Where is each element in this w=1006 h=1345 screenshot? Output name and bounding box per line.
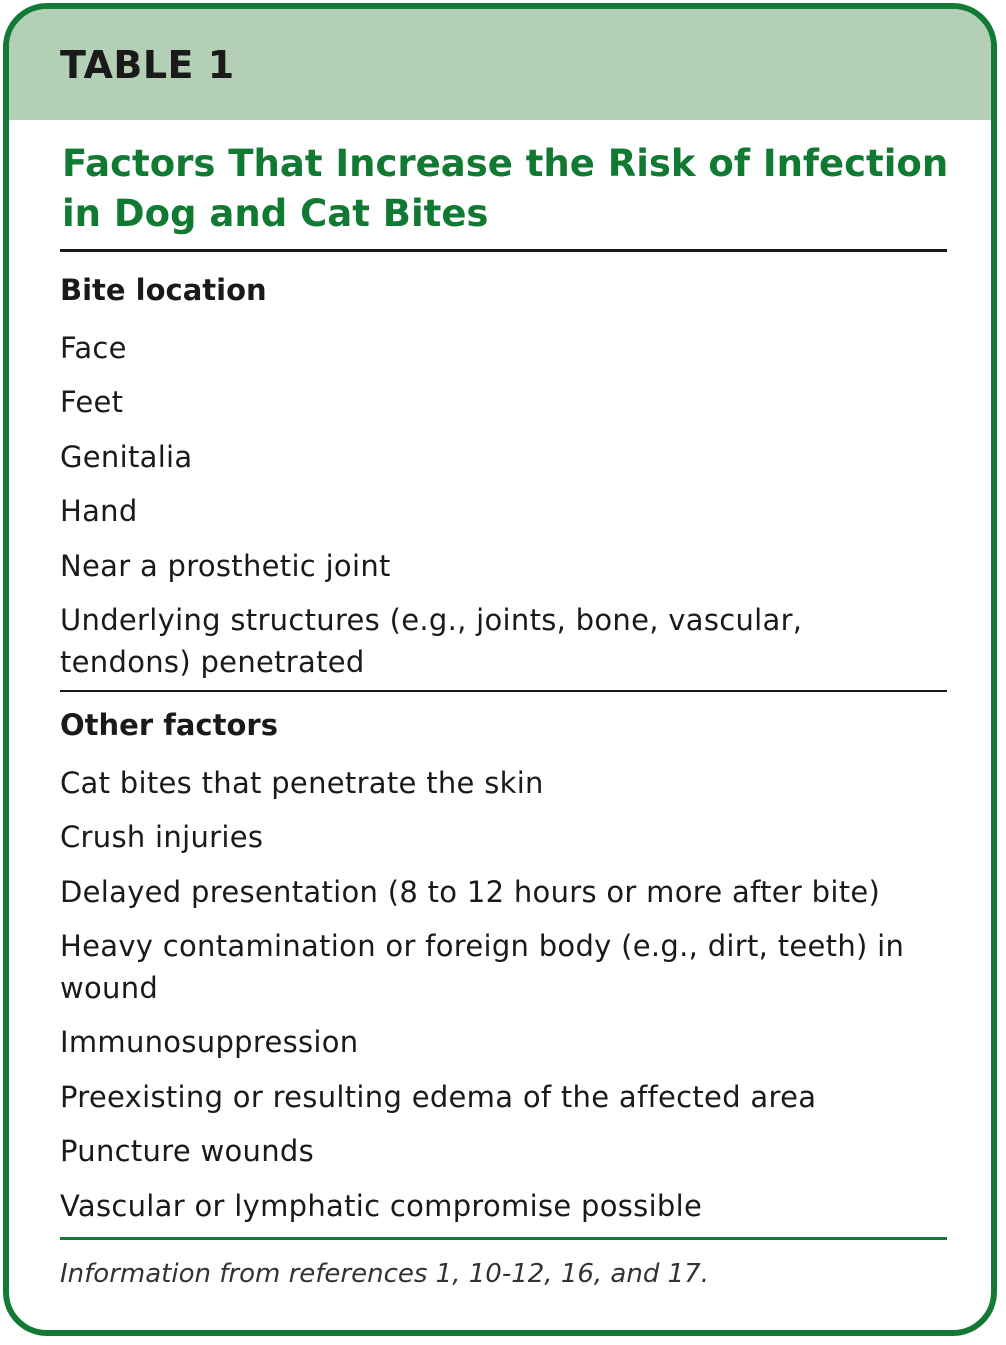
list-item: Crush injuries [60, 820, 264, 854]
list-item: Underlying structures (e.g., joints, bone, vascular, tendons) penetrated [60, 603, 803, 679]
footer-divider [60, 1237, 947, 1240]
list-item: Vascular or lymphatic compromise possible [60, 1189, 703, 1223]
section-heading-other-factors: Other factors [60, 708, 278, 742]
table-frame [3, 3, 997, 1336]
table-title: Factors That Increase the Risk of Infection in Dog and Cat Bites [62, 142, 949, 235]
table-header-band [9, 9, 991, 120]
list-item: Hand [60, 494, 138, 528]
list-item: Face [60, 331, 127, 365]
list-item: Puncture wounds [60, 1134, 315, 1168]
list-item: Genitalia [60, 440, 193, 474]
footnote: Information from references 1, 10-12, 16, and 17. [60, 1259, 709, 1289]
list-item: Delayed presentation (8 to 12 hours or more after bite) [60, 875, 881, 909]
list-item: Feet [60, 385, 124, 419]
list-item: Near a prosthetic joint [60, 549, 391, 583]
list-item: Heavy contamination or foreign body (e.g., dirt, teeth) in wound [60, 929, 905, 1005]
table-label: TABLE 1 [60, 43, 235, 87]
list-item: Preexisting or resulting edema of the affected area [60, 1080, 817, 1114]
list-item: Immunosuppression [60, 1025, 359, 1059]
section-heading-bite-location: Bite location [60, 273, 267, 307]
section-divider [60, 690, 947, 692]
list-item: Cat bites that penetrate the skin [60, 766, 544, 800]
title-divider [60, 249, 947, 252]
